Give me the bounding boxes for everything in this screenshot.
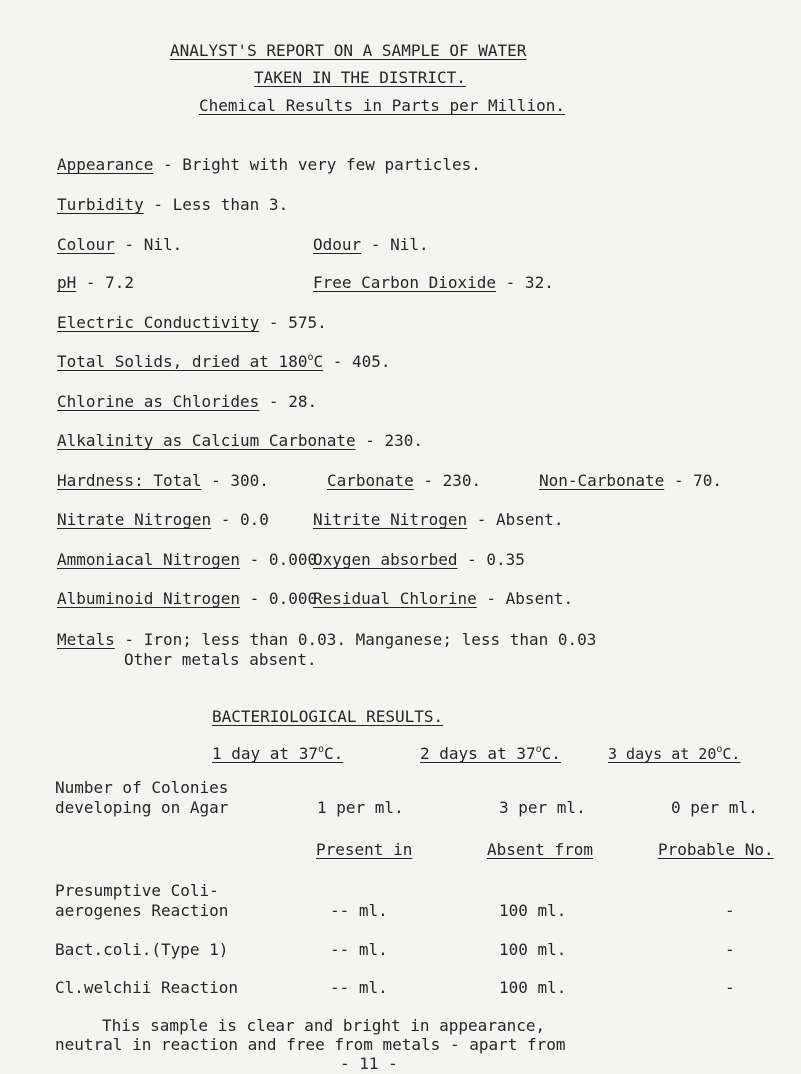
conductivity-line: Electric Conductivity - 575. [57, 313, 327, 332]
hardness-total-line: Hardness: Total - 300. [57, 471, 269, 490]
odour-line: Odour - Nil. [313, 235, 429, 254]
metals-line: Metals - Iron; less than 0.03. Manganese; less than 0.03 [57, 630, 597, 649]
page-number: - 11 - [340, 1054, 398, 1073]
column-header-1: 1 day at 37$^o$C. [212, 744, 344, 763]
oxygen-absorbed-line: Oxygen absorbed - 0.35 [313, 550, 525, 569]
summary-line-2: neutral in reaction and free from metals - apart from [55, 1035, 566, 1054]
row-present: -- ml. [330, 940, 388, 959]
row-present: -- ml. [330, 978, 388, 997]
row-label-coli: Presumptive Coli- [55, 881, 219, 900]
colonies-label-2: developing on Agar [55, 798, 229, 817]
row-probable: - [725, 940, 735, 959]
residual-chlorine-line: Residual Chlorine - Absent. [313, 589, 574, 608]
alkalinity-line: Alkalinity as Calcium Carbonate - 230. [57, 431, 424, 450]
colonies-value-2: 3 per ml. [499, 798, 586, 817]
appearance-line: Appearance - Bright with very few particles. [57, 155, 481, 174]
colonies-value-3: 0 per ml. [671, 798, 758, 817]
turbidity-line: Turbidity - Less than 3. [57, 195, 289, 214]
ammoniacal-line: Ammoniacal Nitrogen - 0.000 [57, 550, 318, 569]
nitrite-line: Nitrite Nitrogen - Absent. [313, 510, 564, 529]
row-absent: 100 ml. [499, 978, 567, 997]
ph-line: pH - 7.2 [57, 273, 135, 292]
row-present: -- ml. [330, 901, 388, 920]
subhead-absent: Absent from [487, 840, 593, 859]
chlorides-line: Chlorine as Chlorides - 28. [57, 392, 318, 411]
row-label-coli-2: aerogenes Reaction [55, 901, 229, 920]
colour-line: Colour - Nil. [57, 235, 183, 254]
column-header-3: 3 days at 20$^o$C. [608, 744, 741, 763]
free-co2-line: Free Carbon Dioxide - 32. [313, 273, 554, 292]
row-label-bact-coli: Bact.coli.(Type 1) [55, 940, 229, 959]
nitrate-line: Nitrate Nitrogen - 0.0 [57, 510, 269, 529]
row-label-welchii: Cl.welchii Reaction [55, 978, 239, 997]
colonies-value-1: 1 per ml. [317, 798, 404, 817]
row-absent: 100 ml. [499, 901, 567, 920]
report-title: ANALYST'S REPORT ON A SAMPLE OF WATER [170, 41, 527, 60]
subhead-probable: Probable No. [658, 840, 774, 859]
row-probable: - [725, 901, 735, 920]
subhead-present: Present in [316, 840, 413, 859]
column-header-2: 2 days at 37$^o$C. [420, 744, 561, 763]
colonies-label: Number of Colonies [55, 778, 229, 797]
hardness-noncarbonate-line: Non-Carbonate - 70. [539, 471, 723, 490]
row-absent: 100 ml. [499, 940, 567, 959]
metals-line-2: Other metals absent. [124, 650, 317, 669]
albuminoid-line: Albuminoid Nitrogen - 0.000 [57, 589, 318, 608]
summary-line-1: This sample is clear and bright in appearance, [102, 1016, 546, 1035]
bacteriological-title: BACTERIOLOGICAL RESULTS. [212, 707, 444, 726]
row-probable: - [725, 978, 735, 997]
chemical-subtitle: Chemical Results in Parts per Million. [199, 96, 566, 115]
hardness-carbonate-line: Carbonate - 230. [327, 471, 482, 490]
total-solids-line: Total Solids, dried at 180$^o$C - 405. [57, 352, 391, 371]
report-title-line2: TAKEN IN THE DISTRICT. [254, 68, 466, 87]
